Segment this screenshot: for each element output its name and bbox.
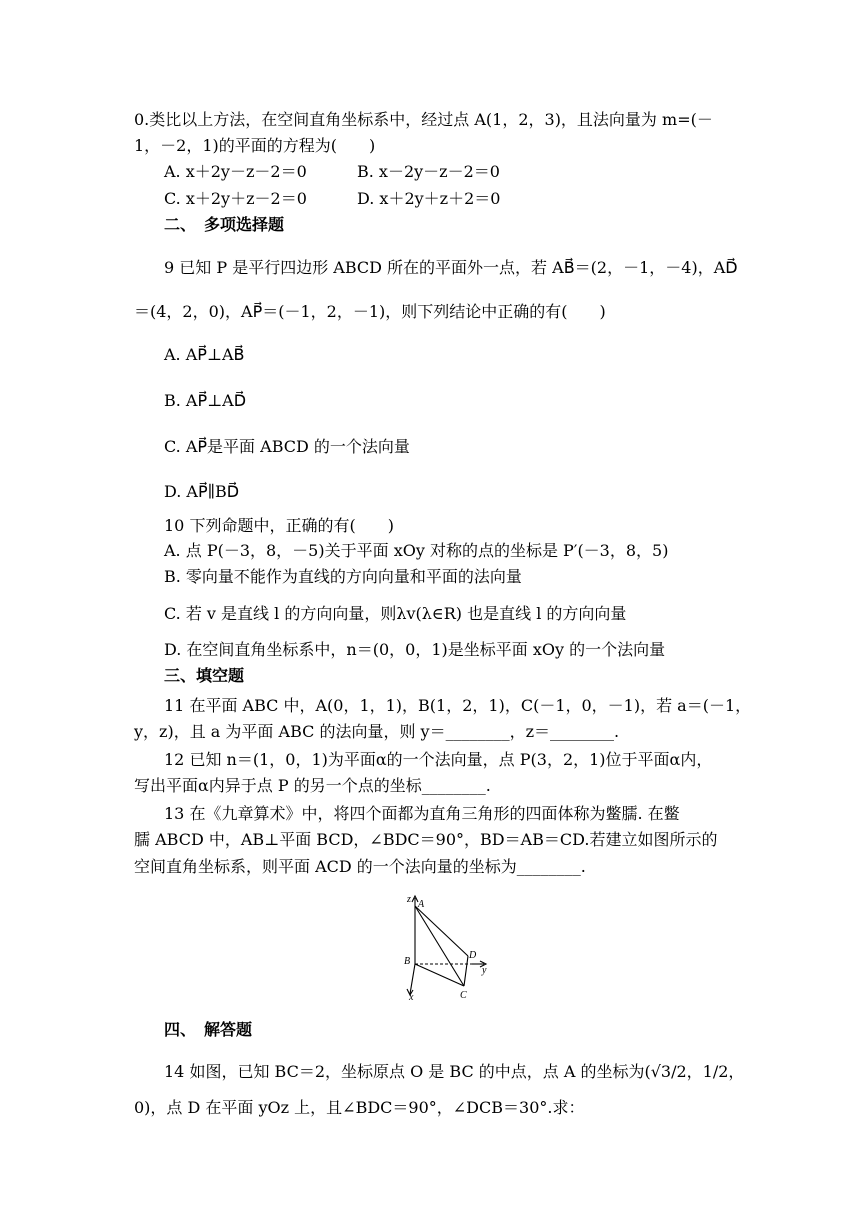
q9-option-c: C. AP⃗是平面 ABCD 的一个法向量 xyxy=(164,437,410,456)
label-b: B xyxy=(404,956,411,967)
label-z: z xyxy=(407,894,411,905)
edge-dc xyxy=(464,956,468,986)
q12-line2: 写出平面α内异于点 P 的另一个点的坐标________. xyxy=(134,776,491,795)
q11-line1: 11 在平面 ABC 中，A(0，1，1)，B(1，2，1)，C(－1，0，－1)，若 a＝(－1， xyxy=(164,696,752,715)
q9-option-d: D. AP⃗∥BD⃗ xyxy=(164,482,240,501)
q10-option-c: C. 若 v 是直线 l 的方向向量，则λv(λ∈R) 也是直线 l 的方向向量 xyxy=(164,604,627,623)
q9-line1: 9 已知 P 是平行四边形 ABCD 所在的平面外一点，若 AB⃗＝(2，－1，－4)，AD⃗ xyxy=(164,258,738,277)
q13-line3: 空间直角坐标系，则平面 ACD 的一个法向量的坐标为________. xyxy=(134,857,586,876)
q14-line1: 14 如图，已知 BC＝2，坐标原点 O 是 BC 的中点，点 A 的坐标为(√3/2，1/2， xyxy=(164,1062,745,1081)
label-y: y xyxy=(482,965,487,976)
q12-line1: 12 已知 n＝(1，0，1)为平面α的一个法向量，点 P(3，2，1)位于平面α内， xyxy=(164,750,713,769)
q10-option-b: B. 零向量不能作为直线的方向向量和平面的法向量 xyxy=(164,567,522,586)
q14-line2: 0)，点 D 在平面 yOz 上，且∠BDC＝90°，∠DCB＝30°.求： xyxy=(134,1098,585,1117)
label-d: D xyxy=(469,950,477,961)
q13-line2: 臑 ABCD 中，AB⊥平面 BCD，∠BDC＝90°，BD＝AB＝CD.若建立如图所示的 xyxy=(134,830,718,849)
q8-line1: 0.类比以上方法，在空间直角坐标系中，经过点 A(1，2，3)，且法向量为 m=(－ xyxy=(134,110,713,129)
label-c: C xyxy=(460,990,467,1001)
section-4-heading: 四、 解答题 xyxy=(164,1020,253,1039)
q10-stem: 10 下列命题中，正确的有( ) xyxy=(164,516,394,535)
x-axis xyxy=(410,964,415,994)
q11-line2: y，z)，且 a 为平面 ABC 的法向量，则 y＝________，z＝________. xyxy=(134,722,620,741)
label-a: A xyxy=(418,899,425,910)
q9-option-a: A. AP⃗⊥AB⃗ xyxy=(164,345,245,364)
q8-option-b: B. x－2y－z－2＝0 xyxy=(357,162,500,181)
section-2-heading: 二、 多项选择题 xyxy=(164,215,285,234)
q8-option-d: D. x＋2y＋z＋2＝0 xyxy=(357,189,501,208)
q8-option-c: C. x＋2y＋z－2＝0 xyxy=(164,189,307,208)
section-3-heading: 三、填空题 xyxy=(164,666,245,685)
label-x: x xyxy=(409,992,414,1002)
q10-option-d: D. 在空间直角坐标系中，n＝(0，0，1)是坐标平面 xOy 的一个法向量 xyxy=(164,640,666,659)
q8-option-a: A. x＋2y－z－2＝0 xyxy=(164,162,307,181)
q13-line1: 13 在《九章算术》中，将四个面都为直角三角形的四面体称为鳖臑. 在鳖 xyxy=(164,804,680,823)
q9-line2: ＝(4，2，0)，AP⃗＝(－1，2，－1)，则下列结论中正确的有( ) xyxy=(134,302,606,321)
tetrahedron-diagram xyxy=(396,892,496,1002)
q9-option-b: B. AP⃗⊥AD⃗ xyxy=(164,391,247,410)
q10-option-a: A. 点 P(－3，8，－5)关于平面 xOy 对称的点的坐标是 P′(－3，8，5) xyxy=(164,541,669,560)
q8-line2: 1，－2，1)的平面的方程为( ) xyxy=(134,136,376,155)
